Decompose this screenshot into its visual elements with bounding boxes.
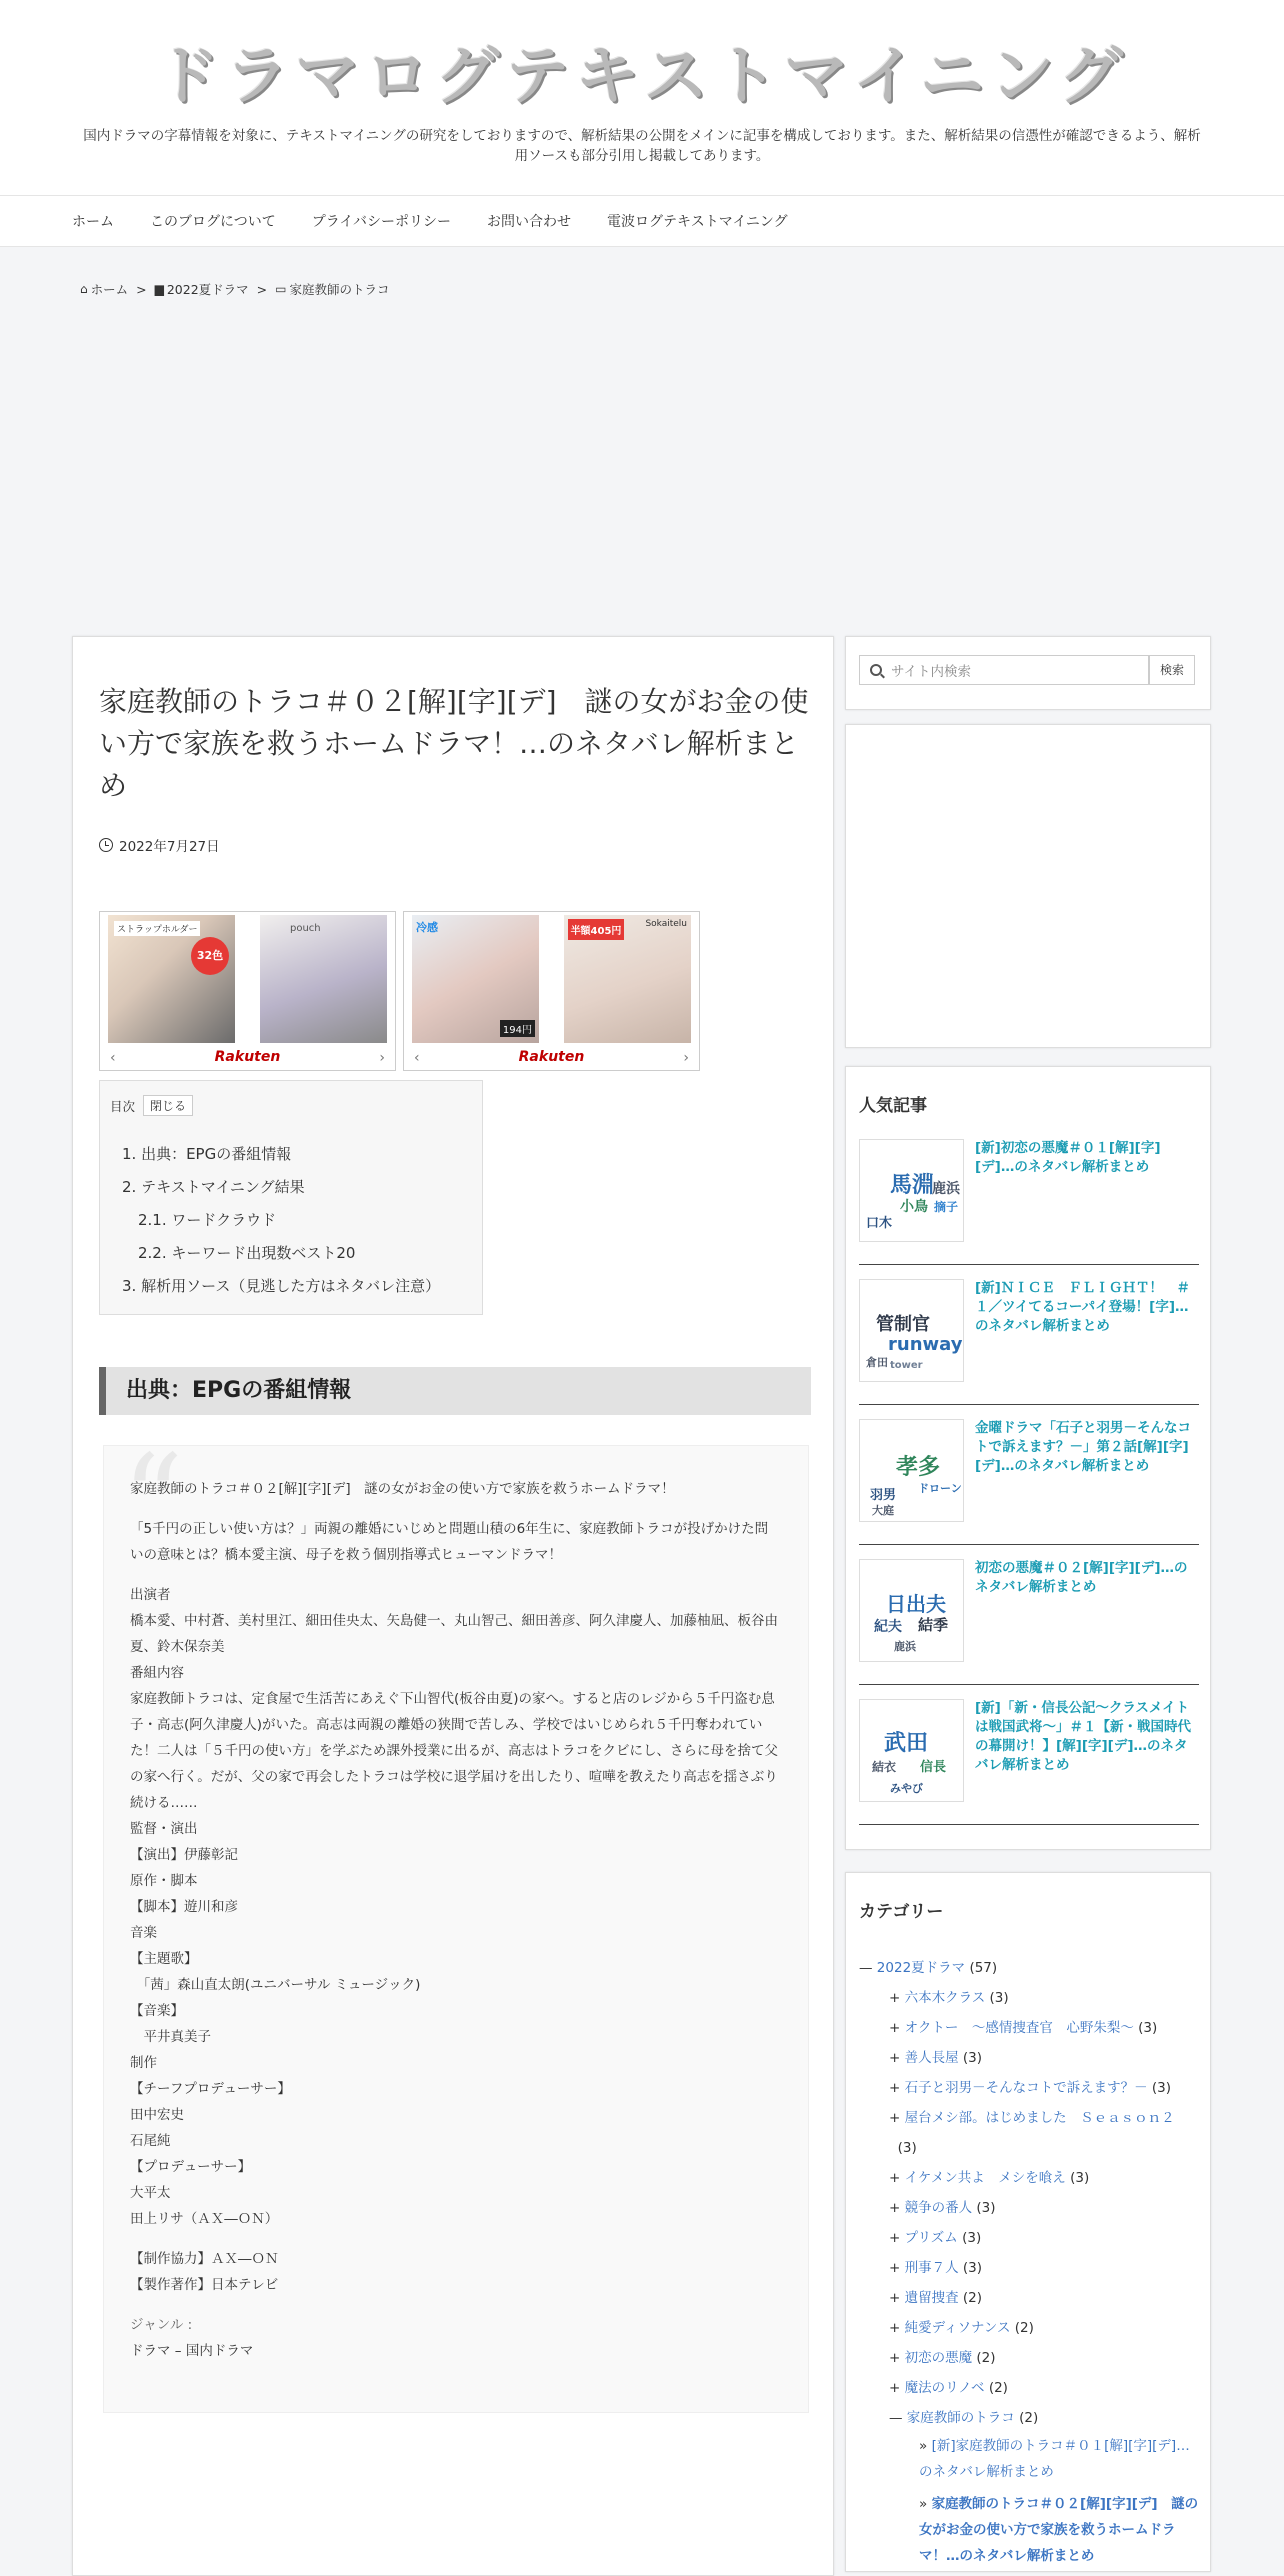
- post-date: [99, 835, 220, 855]
- category-item: + 競争の番人 (3): [889, 2200, 996, 2216]
- category-link[interactable]: 屋台メシ部。はじめました Ｓｅａｓｏｎ２: [904, 2110, 1175, 2126]
- category-item: + 屋台メシ部。はじめました Ｓｅａｓｏｎ２ (3): [889, 2110, 1175, 2156]
- genre-label: ジャンル :: [130, 2317, 193, 2333]
- epg-summary: 「5千円の正しい使い方は？」両親の離婚にいじめと問題山積の6年生に、家庭教師トラコが投げかけた問いの意味とは？橋本愛主演、母子を救う個別指導式ヒューマンドラマ！: [130, 1521, 769, 1563]
- category-item: + 六本木クラス (3): [889, 1990, 1009, 2006]
- content-label: 番組内容: [130, 1665, 184, 1681]
- category-widget: [845, 1872, 1211, 2572]
- folder-open-icon: ▭: [275, 282, 287, 296]
- cast-list: 橋本愛、中村蒼、美村里江、細田佳央太、矢島健一、丸山智己、細田善彦、阿久津慶人、加藤柚凪、板谷由夏、鈴木保奈美: [130, 1613, 778, 1655]
- post-date-text: 2022年7月27日: [119, 839, 220, 855]
- ad-brand: Rakuten: [214, 1049, 281, 1065]
- category-post-current: » 家庭教師のトラコ＃０２[解][字][デ] 謎の女がお金の使い方で家族を救うホームドラマ！…のネタバレ解析まとめ: [919, 2496, 1199, 2564]
- breadcrumb-home[interactable]: ホーム: [90, 282, 129, 297]
- staff-line: 制作: [130, 2055, 157, 2071]
- staff-line: 【チーフプロデューサー】: [130, 2081, 291, 2097]
- popular-item[interactable]: [859, 1279, 1199, 1405]
- staff-line: 【主題歌】: [130, 1951, 198, 1967]
- staff-line: 【音楽】: [130, 2003, 184, 2019]
- site-logo-text[interactable]: ドラマログテキストマイニング: [155, 40, 1129, 114]
- popular-item[interactable]: [859, 1699, 1199, 1825]
- ad-image-strap[interactable]: [108, 915, 235, 1043]
- wordcloud-thumbnail[interactable]: 馬淵 小鳥 鹿浜 摘子 口木: [859, 1139, 964, 1242]
- category-item: + オクトー ～感情捜査官 心野朱梨～ (3): [889, 2020, 1158, 2036]
- popular-item[interactable]: [859, 1559, 1199, 1685]
- category-item: + プリズム (3): [889, 2230, 982, 2246]
- popular-item[interactable]: [859, 1139, 1199, 1265]
- site-logo[interactable]: [0, 25, 1284, 117]
- staff-line: 田中宏史: [130, 2107, 184, 2123]
- ad-next-icon[interactable]: ›: [379, 1050, 385, 1066]
- staff-line: 【演出】伊藤彰記: [130, 1847, 238, 1863]
- wordcloud-thumbnail[interactable]: 武田 信長 結衣 みやび: [859, 1699, 964, 1802]
- article-title: 家庭教師のトラコ＃０２[解][字][デ] 謎の女がお金の使い方で家族を救うホームドラマ！…のネタバレ解析まとめ: [99, 685, 809, 802]
- breadcrumb-separator: >: [136, 281, 147, 297]
- category-item: + 純愛ディソナンス (2): [889, 2320, 1034, 2336]
- category-link[interactable]: 純愛ディソナンス: [904, 2320, 1011, 2336]
- nav-item-denpa[interactable]: 電波ログテキストマイニング: [607, 214, 788, 230]
- category-root: — 2022夏ドラマ (57): [859, 1960, 998, 1976]
- category-post-link[interactable]: [新]家庭教師のトラコ＃０１[解][字][デ]…のネタバレ解析まとめ: [919, 2438, 1190, 2480]
- category-link[interactable]: 石子と羽男－そんなコトで訴えます？－: [904, 2080, 1148, 2096]
- breadcrumb-category[interactable]: 2022夏ドラマ: [166, 282, 249, 297]
- ad-next-icon[interactable]: ›: [683, 1050, 689, 1066]
- ad-image-mask[interactable]: [412, 915, 539, 1043]
- popular-item-title[interactable]: [新]「新・信長公記～クラスメイトは戦国武将～」＃１【新・戦国時代の幕開け！】[解][字][デ]…のネタバレ解析まとめ: [975, 1700, 1191, 1773]
- toc-label: 目次: [110, 1098, 136, 1114]
- staff-line: 田上リサ（ＡＸ―ＯＮ）: [130, 2211, 279, 2227]
- ad-price-badge: 32色: [191, 937, 229, 975]
- category-link[interactable]: 競争の番人: [904, 2200, 973, 2216]
- article-card: [72, 636, 834, 2576]
- staff-line: 石尾純: [130, 2133, 171, 2149]
- nav-item-about[interactable]: このブログについて: [150, 214, 276, 230]
- quote-icon: “: [122, 1430, 184, 1569]
- toc-item[interactable]: 2. テキストマイニング結果: [122, 1178, 305, 1196]
- nav-item-privacy[interactable]: プライバシーポリシー: [311, 214, 452, 230]
- toc-item[interactable]: 2.1. ワードクラウド: [138, 1211, 277, 1229]
- popular-item-title[interactable]: [新]初恋の悪魔＃０１[解][字][デ]…のネタバレ解析まとめ: [975, 1140, 1161, 1175]
- category-link[interactable]: 魔法のリノベ: [904, 2380, 985, 2396]
- ad-sub-label: pouch: [290, 923, 321, 934]
- home-icon: ⌂: [80, 282, 88, 296]
- staff-line: 原作・脚本: [130, 1873, 198, 1889]
- category-link[interactable]: 善人長屋: [904, 2050, 959, 2066]
- ad-label: 冷感: [416, 921, 438, 934]
- breadcrumb-subcategory[interactable]: 家庭教師のトラコ: [289, 282, 390, 297]
- category-item: + イケメン共よ メシを喰え (3): [889, 2170, 1090, 2186]
- sidebar-ad-slot: [845, 724, 1211, 1048]
- ad-banner-right[interactable]: [403, 911, 700, 1071]
- ad-image-pouch[interactable]: [260, 915, 387, 1043]
- clock-icon: [99, 838, 113, 852]
- category-item: + 初恋の悪魔 (2): [889, 2350, 996, 2366]
- category-post-link[interactable]: 家庭教師のトラコ＃０２[解][字][デ] 謎の女がお金の使い方で家族を救うホームドラマ！…のネタバレ解析まとめ: [919, 2496, 1199, 2564]
- category-link[interactable]: 六本木クラス: [904, 1990, 986, 2006]
- category-item: + 刑事７人 (3): [889, 2260, 983, 2276]
- ad-prev-icon[interactable]: ‹: [110, 1050, 116, 1066]
- ad-price-badge: 半額405円: [568, 919, 624, 940]
- category-item-current: — 家庭教師のトラコ (2): [889, 2410, 1039, 2426]
- popular-title: 人気記事: [859, 1096, 927, 1116]
- toc-close-button[interactable]: 閉じる: [143, 1095, 193, 1116]
- popular-item-title[interactable]: 初恋の悪魔＃０２[解][字][デ]…のネタバレ解析まとめ: [975, 1560, 1188, 1595]
- production-coop: 【制作協力】ＡＸ―ＯＮ: [130, 2251, 279, 2267]
- genre-value: ドラマ – 国内ドラマ: [130, 2343, 254, 2359]
- wordcloud-thumbnail[interactable]: 孝多 ドローン 羽男 大庭: [859, 1419, 964, 1522]
- content-text: 家庭教師トラコは、定食屋で生活苦にあえぐ下山智代(板谷由夏)の家へ。すると店のレジから５千円盗む息子・高志(阿久津慶人)がいた。高志は両親の離婚の狭間で苦しみ、学校ではいじめられ５千円奪われていた！二人は「５千円の使い方」を学ぶため課外授業に出るが、高志はトラコをクビにし、さらに母を捨て父の家へ行く。だが、父の家で再会したトラコは学校に退学届けを出したり、喧嘩を教えたり高志を揺さぶり続ける……: [130, 1691, 778, 1811]
- ad-sub-label: Sokaitelu: [645, 919, 687, 929]
- wordcloud-thumbnail[interactable]: 日出夫 結季 紀夫 鹿浜: [859, 1559, 964, 1662]
- category-link[interactable]: 遺留捜査: [904, 2290, 959, 2306]
- ad-prev-icon[interactable]: ‹: [414, 1050, 420, 1066]
- category-link[interactable]: 2022夏ドラマ: [876, 1960, 966, 1976]
- search-widget: [845, 636, 1211, 710]
- category-post: » [新]家庭教師のトラコ＃０１[解][字][デ]…のネタバレ解析まとめ: [919, 2438, 1190, 2480]
- category-item: + 魔法のリノベ (2): [889, 2380, 1008, 2396]
- popular-posts-widget: [845, 1066, 1211, 1850]
- site-header: [0, 0, 1284, 195]
- category-link[interactable]: プリズム: [904, 2230, 958, 2246]
- ad-price-badge: 194円: [500, 1020, 535, 1037]
- staff-line: 「茜」森山直太朗(ユニバーサル ミュージック): [130, 1977, 421, 1993]
- category-link[interactable]: イケメン共よ メシを喰え: [904, 2170, 1066, 2186]
- global-nav: [0, 195, 1284, 247]
- site-description: 国内ドラマの字幕情報を対象に、テキストマイニングの研究をしておりますので、解析結果の公開をメインに記事を構成しております。また、解析結果の信憑性が確認できるよう、解析用ソースも部分引用し掲載してあります。: [83, 128, 1201, 164]
- staff-line: 【プロデューサー】: [130, 2159, 252, 2175]
- wordcloud-thumbnail[interactable]: 管制官 runway 倉田 tower: [859, 1279, 964, 1382]
- nav-item-home[interactable]: ホーム: [72, 214, 114, 230]
- search-icon: [870, 664, 882, 676]
- popular-item-title[interactable]: 金曜ドラマ「石子と羽男－そんなコトで訴えます？－」第２話[解][字][デ]…のネタバレ解析まとめ: [975, 1420, 1191, 1474]
- section-heading: 出典：EPGの番組情報: [99, 1367, 811, 1415]
- folder-icon: ▆: [154, 282, 164, 296]
- staff-line: 大平太: [130, 2185, 171, 2201]
- breadcrumb: [80, 280, 390, 298]
- category-link[interactable]: 家庭教師のトラコ: [906, 2410, 1015, 2426]
- category-link[interactable]: 刑事７人: [904, 2260, 959, 2276]
- search-button[interactable]: 検索: [1149, 655, 1195, 685]
- ad-image-mask-2[interactable]: [564, 915, 691, 1043]
- cast-label: 出演者: [130, 1587, 171, 1603]
- production-copyright: 【製作著作】日本テレビ: [130, 2277, 279, 2293]
- staff-line: 音楽: [130, 1925, 157, 1941]
- popular-item[interactable]: [859, 1419, 1199, 1545]
- ad-banner-left[interactable]: [99, 911, 396, 1071]
- search-placeholder: サイト内検索: [891, 664, 972, 680]
- category-item: + 遺留捜査 (2): [889, 2290, 983, 2306]
- staff-line: 監督・演出: [130, 1821, 198, 1837]
- category-item: + 善人長屋 (3): [889, 2050, 983, 2066]
- category-item: + 石子と羽男－そんなコトで訴えます？－ (3): [889, 2080, 1172, 2096]
- table-of-contents: [99, 1080, 483, 1315]
- popular-item-title[interactable]: [新]ＮＩＣＥ ＦＬＩＧＨＴ！ ＃１／ツイてるコーパイ登場！[字]…のネタバレ解析まとめ: [975, 1280, 1190, 1334]
- breadcrumb-separator: >: [256, 281, 268, 297]
- nav-item-contact[interactable]: お問い合わせ: [487, 214, 572, 230]
- toc-item[interactable]: 1. 出典：EPGの番組情報: [122, 1145, 292, 1163]
- category-link[interactable]: オクトー ～感情捜査官 心野朱梨～: [904, 2020, 1134, 2036]
- epg-title: 家庭教師のトラコ＃０２[解][字][デ] 謎の女がお金の使い方で家族を救うホームドラマ！: [130, 1481, 675, 1497]
- staff-line: 【脚本】遊川和彦: [130, 1899, 238, 1915]
- category-link[interactable]: 初恋の悪魔: [904, 2350, 973, 2366]
- staff-line: 平井真美子: [130, 2029, 211, 2045]
- toc-item[interactable]: 3. 解析用ソース（見逃した方はネタバレ注意）: [122, 1277, 441, 1295]
- epg-blockquote: [103, 1430, 809, 2413]
- toc-item[interactable]: 2.2. キーワード出現数ベスト20: [138, 1244, 356, 1262]
- search-input[interactable]: [859, 655, 1149, 685]
- ad-label: ストラップホルダー: [114, 921, 200, 936]
- category-title: カテゴリー: [859, 1902, 944, 1922]
- ad-brand: Rakuten: [518, 1049, 585, 1065]
